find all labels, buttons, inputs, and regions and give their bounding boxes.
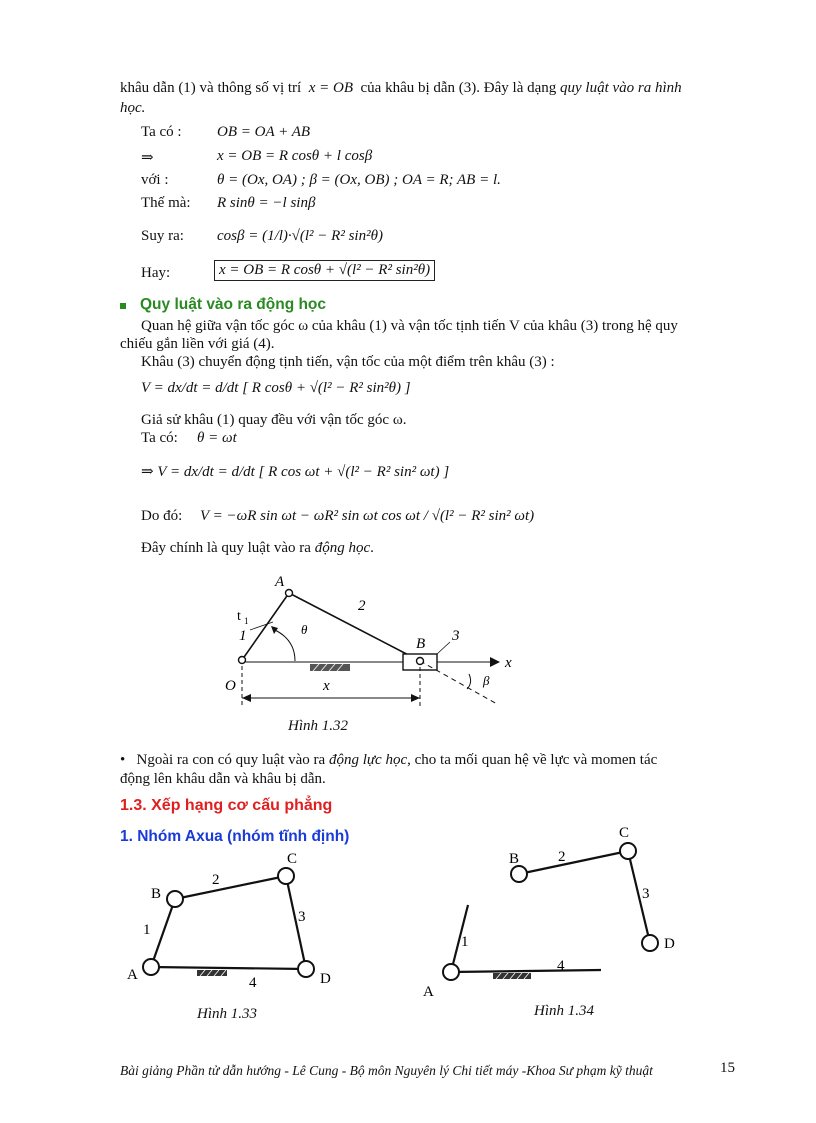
fig134-label-D: D [664,936,675,952]
fig134-label-4: 4 [557,958,565,974]
fig132-label-x: x [323,678,330,694]
fig132-label-B: B [416,636,426,652]
intro-line-1 [120,80,682,97]
figure-1-33-caption: Hình 1.33 [197,1006,257,1022]
kin-p4-em: động học [314,540,371,556]
implies-1: ⇒ [141,150,154,166]
figure-1-32-caption: Hình 1.32 [288,718,348,734]
section-1-3-title: 1.3. Xếp hạng cơ cấu phẳng [120,797,333,814]
fig134-label-B: B [509,851,520,867]
note-line-1 [120,752,657,769]
note-text-a: Ngoài ra con có quy luật vào ra [136,752,326,768]
eq-cos-beta: cosβ = (1/l)·√(l² − R² sin²θ) [217,228,383,244]
fig132-label-t-sub: 1 [244,616,249,626]
bullet-square-icon [120,303,126,309]
fig133-label-4: 4 [249,975,257,991]
taco2-label: Ta có: [141,430,178,446]
fig134-label-C: C [619,825,630,841]
fig132-label-beta: β [483,673,490,688]
fig133-label-A: A [127,967,138,983]
fig134-label-A: A [423,984,434,998]
kin-p4-b: . [370,540,374,556]
kin-p4-a: Đây chính là quy luật vào ra [141,540,311,556]
subsection-1-title: 1. Nhóm Axua (nhóm tĩnh định) [120,828,350,845]
note-text-b: , cho ta mối quan hệ về lực và momen tác [407,752,658,768]
hay-label: Hay: [141,265,171,281]
note-line-2: động lên khâu dẫn và khâu bị dẫn. [120,771,326,787]
theman-label: Thế mà: [141,195,191,211]
page-number: 15 [720,1060,735,1076]
kin-p1: Quan hệ giữa vận tốc góc ω của khâu (1) và vận tốc tịnh tiến V của khâu (3) trong hệ quy [141,318,678,334]
kinematics-heading [120,296,326,314]
eq-result-boxed: x = OB = R cosθ + √(l² − R² sin²θ) [214,260,435,281]
intro-text-b: của khâu bị dẫn (3). Đây là dạng [360,80,557,96]
fig134-label-3: 3 [642,886,650,902]
kin-p4 [141,540,374,557]
fig133-label-C: C [287,851,298,867]
kin-p1b: chiếu gắn liền với giá (4). [120,336,275,352]
eq-x-position: x = OB = R cosθ + l cosβ [217,148,373,164]
fig132-label-x-axis: x [505,655,512,671]
fig132-label-2: 2 [358,598,366,614]
fig132-label-theta: θ [301,622,308,637]
fig132-label-t: t [237,609,241,624]
fig134-label-2: 2 [558,849,566,865]
intro-text-a: khâu dẫn (1) và thông số vị trí [120,80,302,96]
figure-1-34-dyad [415,818,675,998]
kin-p3: Giả sử khâu (1) quay đều với vận tốc góc ω. [141,412,407,428]
fig132-label-3: 3 [452,628,460,644]
eq-velocity-1: V = dx/dt = d/dt [ R cosθ + √(l² − R² sin²θ) ] [141,380,411,396]
dodo-label: Do đó: [141,508,183,524]
fig133-label-2: 2 [212,872,220,888]
voi-label: với : [141,172,169,188]
bullet-dot-icon: • [120,752,126,768]
fig133-label-B: B [151,886,162,902]
figure-1-34-caption: Hình 1.34 [534,1003,594,1019]
note-em: động lực học [328,752,408,768]
eq-velocity-2: ⇒ V = dx/dt = d/dt [ R cos ωt + √(l² − R² sin² ωt) ] [141,464,450,480]
fig132-label-O: O [225,678,236,694]
fig133-label-D: D [320,971,331,987]
figure-1-33-four-bar [115,845,355,1000]
eq-velocity-3: V = −ωR sin ωt − ωR² sin ωt cos ωt / √(l² − R² sin² ωt) [200,508,535,524]
figure-1-32-slider-crank [215,568,535,743]
intro-line-2: học. [120,100,146,116]
fig134-label-1: 1 [461,934,469,950]
suyra-label: Suy ra: [141,228,184,244]
eq-theta-omega: θ = ωt [197,430,237,446]
fig132-label-A: A [275,574,285,590]
footer-text: Bài giảng Phần tử dẫn hướng - Lê Cung - Bộ môn Nguyên lý Chi tiết máy -Khoa Sư phạm kỹ thuật [120,1063,653,1078]
intro-math-x: x = OB [308,80,353,96]
intro-em: quy luật vào ra hình [560,80,682,96]
kinematics-title: Quy luật vào ra động học [140,296,327,313]
fig132-label-1: 1 [239,628,247,644]
fig133-label-3: 3 [298,909,306,925]
taco-label: Ta có : [141,124,182,140]
kin-p2: Khâu (3) chuyển động tịnh tiến, vận tốc của một điểm trên khâu (3) : [141,354,555,370]
eq-sine-relation: R sinθ = −l sinβ [217,195,316,211]
eq-angles: θ = (Ox, OA) ; β = (Ox, OB) ; OA = R; AB = l. [217,172,501,188]
eq-vector-sum: OB = OA + AB [217,124,311,140]
fig133-label-1: 1 [143,922,151,938]
